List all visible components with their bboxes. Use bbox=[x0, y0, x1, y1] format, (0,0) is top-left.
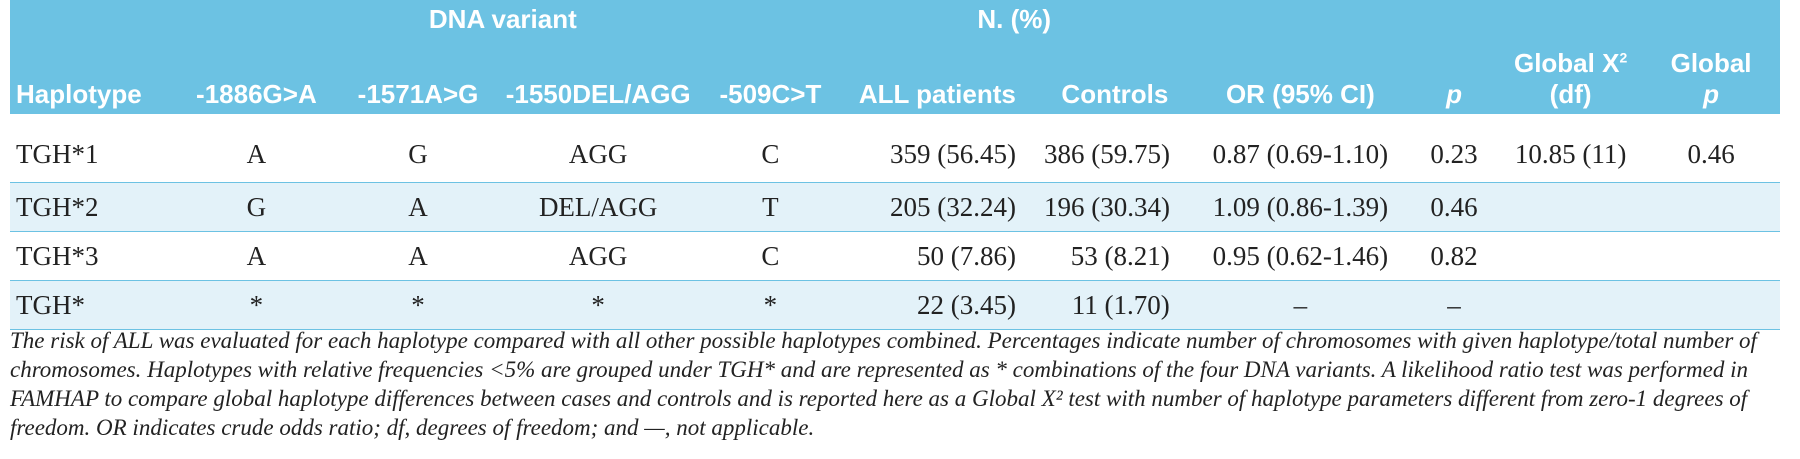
or-cell: 0.87 (0.69-1.10) bbox=[1212, 138, 1389, 169]
col-global-x2: Global $X^2$ (df) bbox=[1513, 48, 1628, 109]
controls-cell: 11 (1.70) bbox=[1071, 289, 1170, 320]
global-p-cell: 0.46 bbox=[1687, 138, 1735, 169]
variant-cell: * bbox=[591, 289, 605, 320]
haplotype-cell: TGH* bbox=[16, 289, 85, 320]
variant-cell: G bbox=[246, 191, 267, 222]
global-p-cell bbox=[1642, 281, 1780, 330]
haplotype-cell: TGH*2 bbox=[16, 191, 99, 222]
global-x2-cell: 10.85 (11) bbox=[1514, 138, 1627, 169]
p-cell: 0.82 bbox=[1430, 240, 1478, 271]
all-patients-cell: 50 (7.86) bbox=[917, 240, 1017, 271]
variant-cell: * bbox=[249, 289, 264, 320]
col-all-patients: ALL patients bbox=[858, 79, 1016, 109]
all-patients-cell: 359 (56.45) bbox=[890, 138, 1017, 169]
haplotype-cell: TGH*1 bbox=[16, 138, 99, 169]
haplotype-table bbox=[10, 0, 1780, 330]
haplotype-table-container bbox=[10, 0, 1780, 330]
variant-cell: AGG bbox=[568, 240, 628, 271]
global-x2-cell bbox=[1499, 281, 1642, 330]
table-footnote: The risk of ALL was evaluated for each haplotype compared with all other possible haplotypes combined. Percentages indicate number of chromosomes with given haplotype/total number of chromosomes. Haplotypes with relative frequencies <5% are grouped under TGH* and are represented as * combinations of the four DNA variants. A likelihood ratio test was performed in FAMHAP to compare global haplotype differences between cases and controls and is reported here as a Global X² test with number of haplotype parameters different from zero-1 degrees of freedom. OR indicates crude odds ratio; df, degrees of freedom; and —, not applicable. bbox=[10, 328, 1757, 440]
header-group-row bbox=[10, 0, 1780, 36]
variant-cell: A bbox=[408, 191, 428, 222]
p-cell: 0.23 bbox=[1430, 138, 1478, 169]
variant-cell: T bbox=[762, 191, 779, 222]
variant-cell: C bbox=[761, 138, 780, 169]
global-p-cell bbox=[1642, 183, 1780, 232]
variant-cell: A bbox=[246, 240, 267, 271]
variant-cell: A bbox=[408, 240, 428, 271]
all-patients-cell: 22 (3.45) bbox=[917, 289, 1017, 320]
or-cell: 1.09 (0.86-1.39) bbox=[1212, 191, 1389, 222]
all-patients-cell: 205 (32.24) bbox=[890, 191, 1017, 222]
variant-cell: C bbox=[761, 240, 780, 271]
variant-cell: A bbox=[246, 138, 267, 169]
table-row bbox=[10, 281, 1780, 330]
variant-cell: AGG bbox=[568, 138, 628, 169]
or-cell: – bbox=[1293, 289, 1308, 320]
variant-cell: G bbox=[408, 138, 428, 169]
variant-cell: * bbox=[763, 289, 778, 320]
dna-variant-group-header: DNA variant bbox=[428, 4, 577, 34]
global-p-cell bbox=[1642, 232, 1780, 281]
table-row bbox=[10, 232, 1780, 281]
global-x2-cell bbox=[1499, 232, 1642, 281]
variant-cell: * bbox=[411, 289, 425, 320]
col-p: p bbox=[1446, 79, 1462, 109]
col-1571: -1571A>G bbox=[357, 79, 479, 109]
table-row bbox=[10, 114, 1780, 183]
col-controls: Controls bbox=[1061, 79, 1169, 109]
p-cell: 0.46 bbox=[1430, 191, 1478, 222]
or-cell: 0.95 (0.62-1.46) bbox=[1212, 240, 1389, 271]
col-1886: -1886G>A bbox=[196, 79, 317, 109]
controls-cell: 53 (8.21) bbox=[1070, 240, 1170, 271]
controls-cell: 386 (59.75) bbox=[1044, 138, 1171, 169]
col-haplotype: Haplotype bbox=[16, 79, 142, 109]
header-columns-row bbox=[10, 36, 1780, 114]
col-1550: -1550DEL/AGG bbox=[505, 79, 691, 109]
table-row bbox=[10, 183, 1780, 232]
n-percent-group-header: N. (%) bbox=[977, 4, 1052, 34]
col-or: OR (95% CI) bbox=[1225, 79, 1375, 109]
variant-cell: DEL/AGG bbox=[538, 191, 658, 222]
col-509: -509C>T bbox=[719, 79, 822, 109]
p-cell: – bbox=[1447, 289, 1461, 320]
col-global-p: Global p bbox=[1670, 48, 1752, 109]
global-x2-cell bbox=[1499, 183, 1642, 232]
controls-cell: 196 (30.34) bbox=[1044, 191, 1171, 222]
haplotype-cell: TGH*3 bbox=[16, 240, 99, 271]
